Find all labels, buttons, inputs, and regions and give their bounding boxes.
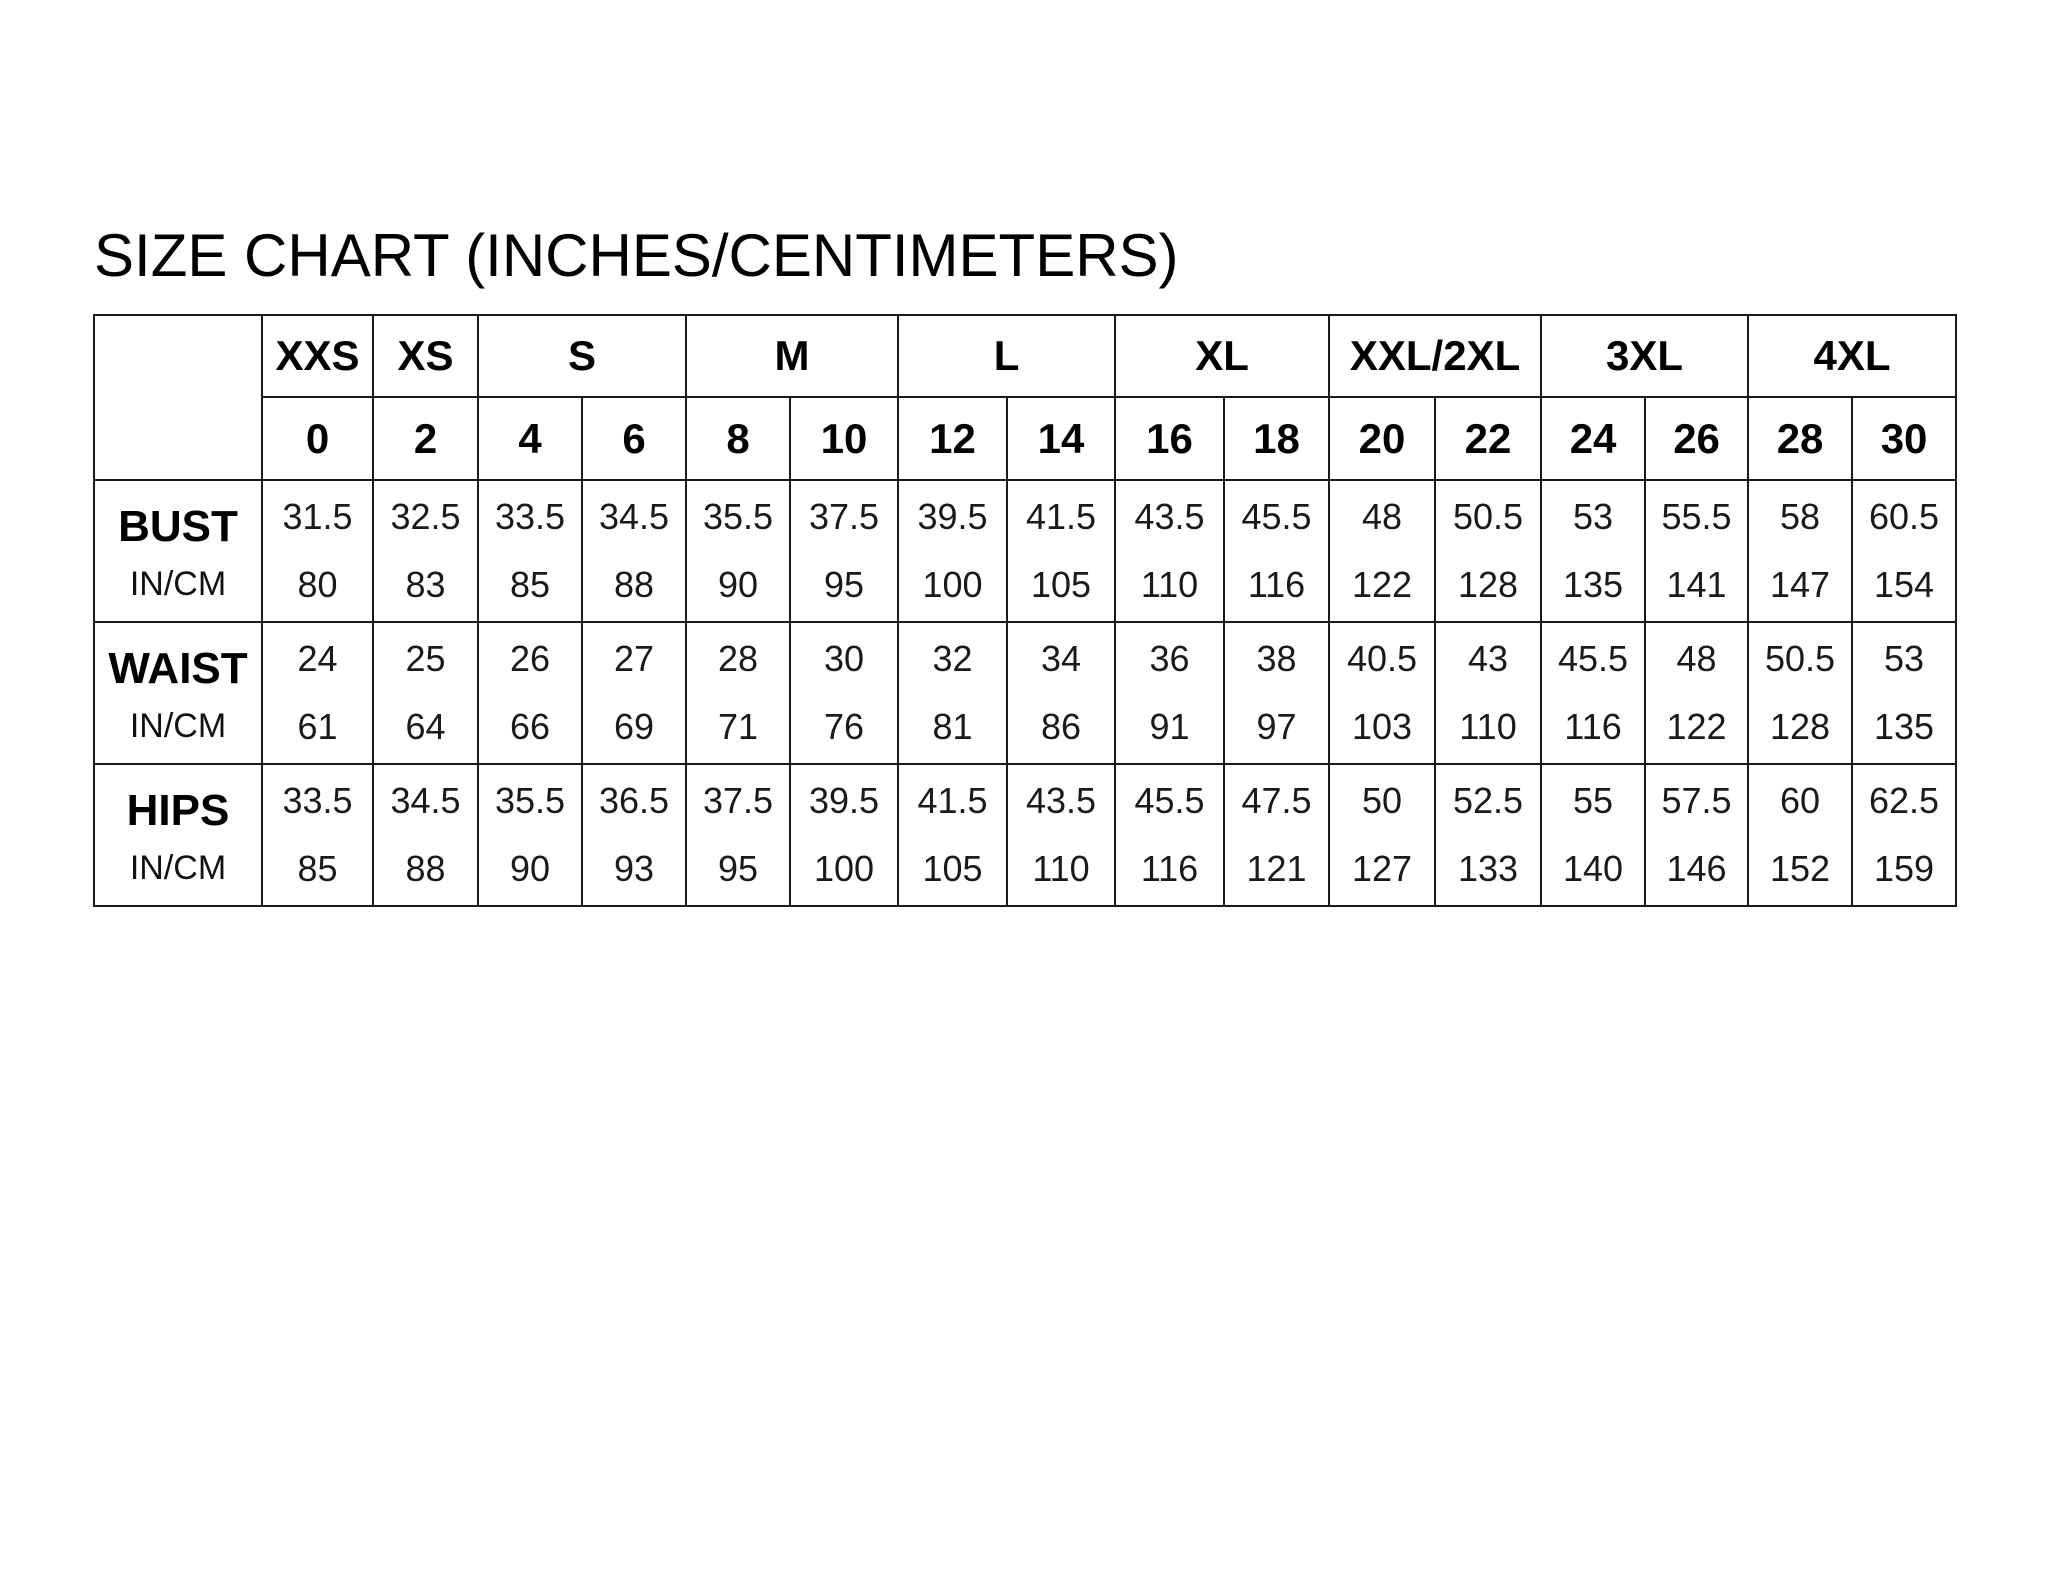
measurement-cell bbox=[790, 480, 898, 622]
measurement-cell bbox=[1748, 764, 1852, 906]
measurement-cell bbox=[1541, 622, 1645, 764]
inches-value: 38 bbox=[1256, 638, 1297, 679]
measurement-cell bbox=[1115, 764, 1224, 906]
inches-value: 31.5 bbox=[282, 496, 353, 537]
size-number-header: 10 bbox=[790, 397, 898, 480]
size-label-header: XXS bbox=[262, 315, 373, 397]
centimeters-value: 154 bbox=[1874, 564, 1935, 605]
size-label-header: 4XL bbox=[1748, 315, 1956, 397]
centimeters-value: 100 bbox=[922, 564, 983, 605]
centimeters-value: 121 bbox=[1246, 848, 1307, 889]
centimeters-value: 122 bbox=[1666, 706, 1727, 747]
inches-value: 60 bbox=[1780, 780, 1821, 821]
measurement-cell bbox=[1852, 622, 1956, 764]
measurement-cell bbox=[1115, 622, 1224, 764]
size-number-header: 16 bbox=[1115, 397, 1224, 480]
measurement-cell bbox=[1541, 480, 1645, 622]
inches-value: 34.5 bbox=[598, 496, 670, 537]
centimeters-value: 85 bbox=[297, 848, 338, 889]
measurement-cell bbox=[373, 764, 478, 906]
measurement-cell bbox=[1224, 480, 1329, 622]
measurement-cell bbox=[1007, 622, 1115, 764]
inches-value: 34 bbox=[1040, 638, 1082, 679]
centimeters-value: 86 bbox=[1040, 706, 1082, 747]
unit-label: IN/CM bbox=[129, 849, 227, 887]
measurement-cell bbox=[582, 764, 686, 906]
centimeters-value: 88 bbox=[613, 564, 655, 605]
size-label-row bbox=[94, 315, 1956, 397]
measurement-cell bbox=[1645, 764, 1748, 906]
measurement-cell bbox=[1435, 480, 1541, 622]
centimeters-value: 83 bbox=[405, 564, 446, 605]
inches-value: 48 bbox=[1362, 496, 1403, 537]
centimeters-value: 91 bbox=[1149, 706, 1190, 747]
size-number-header: 2 bbox=[373, 397, 478, 480]
centimeters-value: 80 bbox=[297, 564, 338, 605]
inches-value: 28 bbox=[717, 638, 759, 679]
inches-value: 32.5 bbox=[390, 496, 461, 537]
measurement-name: HIPS bbox=[126, 786, 230, 835]
measurement-cell bbox=[373, 622, 478, 764]
centimeters-value: 64 bbox=[405, 706, 446, 747]
size-number-header: 8 bbox=[686, 397, 790, 480]
inches-value: 35.5 bbox=[702, 496, 774, 537]
inches-value: 50 bbox=[1362, 780, 1403, 821]
measurement-cell bbox=[1541, 764, 1645, 906]
measurement-cell bbox=[898, 480, 1007, 622]
centimeters-value: 110 bbox=[1032, 848, 1090, 889]
inches-value: 52.5 bbox=[1453, 780, 1524, 821]
centimeters-value: 88 bbox=[405, 848, 446, 889]
measurement-cell bbox=[1748, 480, 1852, 622]
inches-value: 57.5 bbox=[1661, 780, 1732, 821]
size-number-header: 4 bbox=[478, 397, 582, 480]
measurement-cell bbox=[1748, 622, 1852, 764]
centimeters-value: 135 bbox=[1874, 706, 1935, 747]
size-chart-table bbox=[93, 314, 1957, 907]
measurement-cell bbox=[262, 622, 373, 764]
inches-value: 55.5 bbox=[1661, 496, 1732, 537]
size-label-header: XXL/2XL bbox=[1329, 315, 1541, 397]
size-label-header: XL bbox=[1115, 315, 1329, 397]
measurement-cell bbox=[1435, 622, 1541, 764]
inches-value: 34.5 bbox=[390, 780, 461, 821]
inches-value: 30 bbox=[823, 638, 865, 679]
centimeters-value: 152 bbox=[1770, 848, 1831, 889]
centimeters-value: 76 bbox=[823, 706, 865, 747]
inches-value: 58 bbox=[1780, 496, 1821, 537]
inches-value: 50.5 bbox=[1453, 496, 1524, 537]
size-number-header: 26 bbox=[1645, 397, 1748, 480]
measurement-name: WAIST bbox=[108, 644, 248, 693]
measurement-cell bbox=[898, 622, 1007, 764]
centimeters-value: 159 bbox=[1874, 848, 1935, 889]
inches-value: 62.5 bbox=[1869, 780, 1940, 821]
measurement-cell bbox=[478, 622, 582, 764]
measurement-row-bust bbox=[94, 480, 1956, 622]
measurement-cell bbox=[1115, 480, 1224, 622]
measurement-cell bbox=[898, 764, 1007, 906]
measurement-cell bbox=[582, 480, 686, 622]
inches-value: 35.5 bbox=[494, 780, 566, 821]
measurement-cell bbox=[1852, 764, 1956, 906]
measurement-cell bbox=[686, 480, 790, 622]
centimeters-value: 100 bbox=[813, 848, 875, 889]
centimeters-value: 103 bbox=[1351, 706, 1413, 747]
measurement-cell bbox=[1007, 764, 1115, 906]
page-title: SIZE CHART (INCHES/CENTIMETERS) bbox=[94, 222, 1179, 289]
centimeters-value: 93 bbox=[613, 848, 655, 889]
inches-value: 53 bbox=[1573, 496, 1614, 537]
measurement-cell bbox=[1329, 764, 1435, 906]
measurement-cell bbox=[1435, 764, 1541, 906]
size-number-header: 22 bbox=[1435, 397, 1541, 480]
inches-value: 37.5 bbox=[808, 496, 880, 537]
centimeters-value: 140 bbox=[1563, 848, 1624, 889]
measurement-cell bbox=[686, 622, 790, 764]
size-number-row bbox=[94, 397, 1956, 480]
centimeters-value: 110 bbox=[1459, 706, 1517, 747]
centimeters-value: 69 bbox=[613, 706, 655, 747]
centimeters-value: 66 bbox=[509, 706, 551, 747]
inches-value: 25 bbox=[405, 638, 446, 679]
inches-value: 39.5 bbox=[808, 780, 880, 821]
centimeters-value: 128 bbox=[1458, 564, 1519, 605]
inches-value: 50.5 bbox=[1765, 638, 1836, 679]
size-label-header: XS bbox=[373, 315, 478, 397]
centimeters-value: 110 bbox=[1140, 564, 1199, 605]
inches-value: 33.5 bbox=[282, 780, 353, 821]
inches-value: 37.5 bbox=[702, 780, 774, 821]
measurement-cell bbox=[582, 622, 686, 764]
measurement-name: BUST bbox=[118, 502, 238, 551]
size-number-header: 30 bbox=[1852, 397, 1956, 480]
inches-value: 45.5 bbox=[1558, 638, 1629, 679]
size-number-header: 14 bbox=[1007, 397, 1115, 480]
centimeters-value: 97 bbox=[1256, 706, 1297, 747]
centimeters-value: 95 bbox=[823, 564, 865, 605]
centimeters-value: 81 bbox=[932, 706, 973, 747]
centimeters-value: 116 bbox=[1564, 706, 1622, 747]
centimeters-value: 85 bbox=[509, 564, 551, 605]
corner-cell bbox=[94, 315, 262, 480]
measurement-row-header bbox=[94, 622, 262, 764]
centimeters-value: 105 bbox=[922, 848, 983, 889]
inches-value: 41.5 bbox=[1025, 496, 1097, 537]
inches-value: 45.5 bbox=[1134, 780, 1205, 821]
measurement-cell bbox=[1645, 480, 1748, 622]
inches-value: 43 bbox=[1468, 638, 1509, 679]
unit-label: IN/CM bbox=[129, 565, 227, 603]
centimeters-value: 61 bbox=[297, 706, 338, 747]
centimeters-value: 95 bbox=[717, 848, 759, 889]
measurement-cell bbox=[790, 622, 898, 764]
measurement-cell bbox=[1645, 622, 1748, 764]
centimeters-value: 105 bbox=[1030, 564, 1092, 605]
inches-value: 45.5 bbox=[1241, 496, 1312, 537]
measurement-cell bbox=[790, 764, 898, 906]
measurement-row-header bbox=[94, 764, 262, 906]
measurement-cell bbox=[262, 480, 373, 622]
centimeters-value: 135 bbox=[1563, 564, 1624, 605]
inches-value: 48 bbox=[1676, 638, 1717, 679]
inches-value: 36 bbox=[1149, 638, 1190, 679]
centimeters-value: 146 bbox=[1666, 848, 1727, 889]
inches-value: 39.5 bbox=[917, 496, 988, 537]
measurement-row-header bbox=[94, 480, 262, 622]
size-number-header: 24 bbox=[1541, 397, 1645, 480]
measurement-cell bbox=[1852, 480, 1956, 622]
measurement-cell bbox=[1007, 480, 1115, 622]
inches-value: 36.5 bbox=[598, 780, 670, 821]
measurement-cell bbox=[1329, 480, 1435, 622]
size-number-header: 20 bbox=[1329, 397, 1435, 480]
inches-value: 43.5 bbox=[1025, 780, 1097, 821]
size-number-header: 12 bbox=[898, 397, 1007, 480]
measurement-row-waist bbox=[94, 622, 1956, 764]
centimeters-value: 133 bbox=[1458, 848, 1519, 889]
inches-value: 40.5 bbox=[1346, 638, 1418, 679]
inches-value: 24 bbox=[297, 638, 338, 679]
size-number-header: 0 bbox=[262, 397, 373, 480]
centimeters-value: 128 bbox=[1770, 706, 1831, 747]
size-number-header: 6 bbox=[582, 397, 686, 480]
inches-value: 47.5 bbox=[1241, 780, 1312, 821]
inches-value: 32 bbox=[932, 638, 973, 679]
centimeters-value: 127 bbox=[1351, 848, 1413, 889]
centimeters-value: 116 bbox=[1140, 848, 1199, 889]
unit-label: IN/CM bbox=[129, 707, 227, 745]
measurement-cell bbox=[1329, 622, 1435, 764]
size-number-header: 28 bbox=[1748, 397, 1852, 480]
size-label-header: M bbox=[686, 315, 898, 397]
measurement-cell bbox=[478, 480, 582, 622]
size-label-header: L bbox=[898, 315, 1115, 397]
measurement-cell bbox=[373, 480, 478, 622]
centimeters-value: 71 bbox=[717, 706, 759, 747]
measurement-cell bbox=[262, 764, 373, 906]
size-label-header: S bbox=[478, 315, 686, 397]
inches-value: 60.5 bbox=[1869, 496, 1940, 537]
centimeters-value: 90 bbox=[509, 848, 551, 889]
size-number-header: 18 bbox=[1224, 397, 1329, 480]
centimeters-value: 147 bbox=[1770, 564, 1831, 605]
centimeters-value: 122 bbox=[1351, 564, 1413, 605]
inches-value: 41.5 bbox=[917, 780, 988, 821]
inches-value: 33.5 bbox=[494, 496, 566, 537]
inches-value: 55 bbox=[1573, 780, 1614, 821]
inches-value: 26 bbox=[509, 638, 551, 679]
measurement-cell bbox=[1224, 622, 1329, 764]
measurement-cell bbox=[478, 764, 582, 906]
measurement-cell bbox=[1224, 764, 1329, 906]
measurement-rows bbox=[94, 480, 1956, 906]
measurement-row-hips bbox=[94, 764, 1956, 906]
size-label-header: 3XL bbox=[1541, 315, 1748, 397]
inches-value: 53 bbox=[1884, 638, 1925, 679]
measurement-cell bbox=[686, 764, 790, 906]
centimeters-value: 116 bbox=[1247, 564, 1306, 605]
inches-value: 43.5 bbox=[1134, 496, 1205, 537]
centimeters-value: 90 bbox=[717, 564, 759, 605]
centimeters-value: 141 bbox=[1666, 564, 1727, 605]
inches-value: 27 bbox=[613, 638, 655, 679]
